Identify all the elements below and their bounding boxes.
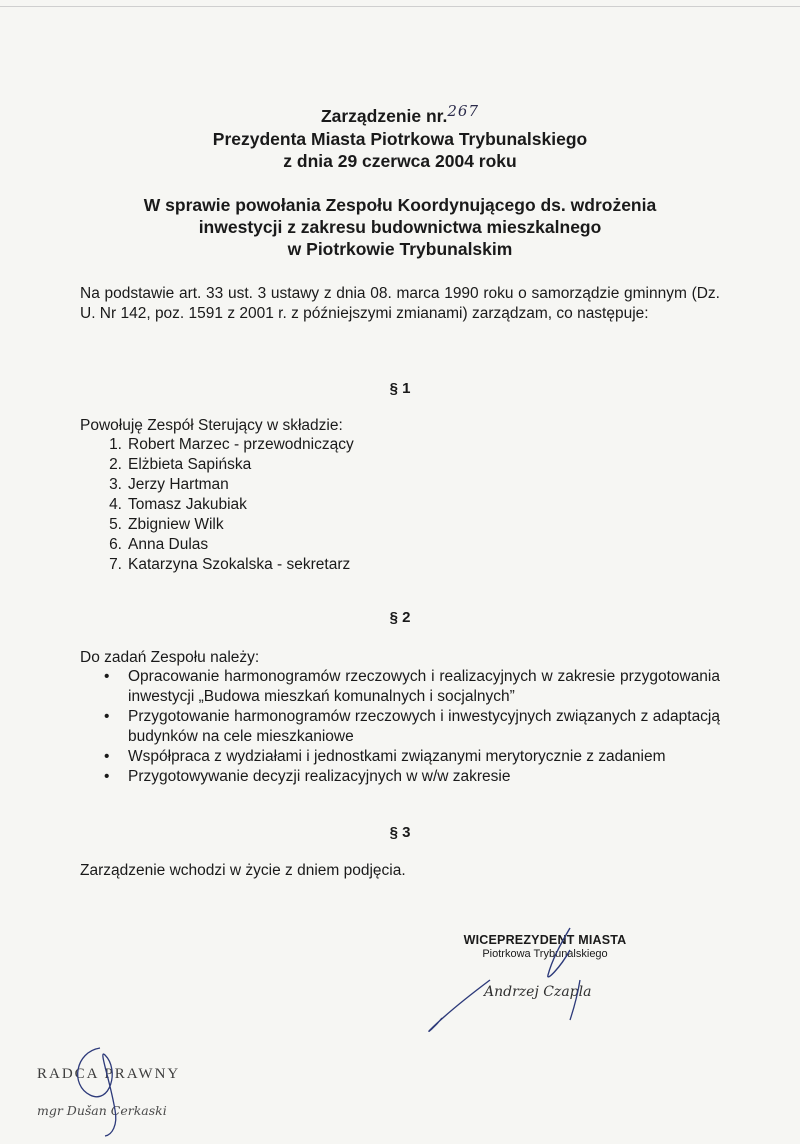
list-item (80, 475, 354, 495)
title-line-3: z dnia 29 czerwca 2004 roku (283, 151, 517, 171)
signature-name: Andrzej Czapla (484, 984, 592, 1000)
document-title (60, 102, 740, 172)
list-item (80, 515, 354, 535)
page-edge-line (0, 6, 800, 7)
list-number: 6. (109, 536, 122, 553)
subject-line-1: W sprawie powołania Zespołu Koordynującego ds. wdrożenia (143, 195, 657, 215)
list-number: 3. (109, 476, 122, 493)
list-item (80, 435, 354, 455)
subject-line-2: inwestycji z zakresu budownictwa mieszkalnego (198, 217, 602, 237)
list-item: • Współpraca z wydziałami i jednostkami związanymi merytorycznie z zadaniem (80, 747, 720, 767)
signature-subtitle: Piotrkowa Trybunalskiego (482, 948, 608, 960)
section-3-text: Zarządzenie wchodzi w życie z dniem podjęcia. (80, 862, 406, 879)
list-number: 7. (109, 556, 122, 573)
member-name: Jerzy Hartman (128, 476, 229, 493)
list-item (80, 555, 354, 575)
section-2-lead: Do zadań Zespołu należy: (80, 649, 260, 666)
list-item: • Przygotowywanie decyzji realizacyjnych w w/w zakresie (80, 767, 720, 787)
tasks-list (80, 667, 720, 787)
subject-line-3: w Piotrkowie Trybunalskim (287, 239, 513, 259)
list-item (80, 495, 354, 515)
signature-title: WICEPREZYDENT MIASTA (463, 933, 627, 947)
list-number: 4. (109, 496, 122, 513)
section-1-lead: Powołuję Zespół Sterujący w składzie: (80, 417, 343, 434)
list-item: • Opracowanie harmonogramów rzeczowych i realizacyjnych w zakresie przygotowania inwestycji „Budowa mieszkań komunalnych i socjalnych” (80, 667, 720, 707)
list-number: 5. (109, 516, 122, 533)
member-name: Anna Dulas (128, 536, 209, 553)
list-item (80, 535, 354, 555)
member-name: Elżbieta Sapińska (128, 456, 252, 473)
stamp-title: RADCA PRAWNY (37, 1066, 181, 1082)
list-number: 2. (109, 456, 122, 473)
section-2-heading: § 2 (389, 609, 411, 626)
title-prefix: Zarządzenie nr. (320, 106, 448, 126)
list-item: • Przygotowanie harmonogramów rzeczowych i inwestycyjnych związanych z adaptacją budynków na cele mieszkaniowe (80, 707, 720, 747)
section-1-heading: § 1 (389, 380, 411, 397)
member-name: Robert Marzec - przewodniczący (128, 436, 354, 453)
title-line-2: Prezydenta Miasta Piotrkowa Trybunalskiego (212, 129, 588, 149)
stamp-name: mgr Dušan Cerkaski (37, 1103, 167, 1118)
signature-stamp (440, 933, 650, 960)
member-name: Katarzyna Szokalska - sekretarz (128, 556, 351, 573)
lawyer-signature (60, 1040, 150, 1140)
document-subject (60, 194, 740, 260)
members-list (80, 435, 354, 575)
title-line-1 (60, 102, 740, 128)
member-name: Tomasz Jakubiak (128, 496, 247, 513)
list-item (80, 455, 354, 475)
intro-paragraph: Na podstawie art. 33 ust. 3 ustawy z dnia 08. marca 1990 roku o samorządzie gminnym (Dz. U. Nr 142, poz. 1591 z 2001 r. z późniejszymi zmianami) zarządzam, co następuje: (80, 285, 720, 322)
member-name: Zbigniew Wilk (128, 516, 224, 533)
section-3-heading: § 3 (389, 824, 411, 841)
handwritten-number: 267 (447, 102, 480, 120)
list-number: 1. (109, 436, 122, 453)
